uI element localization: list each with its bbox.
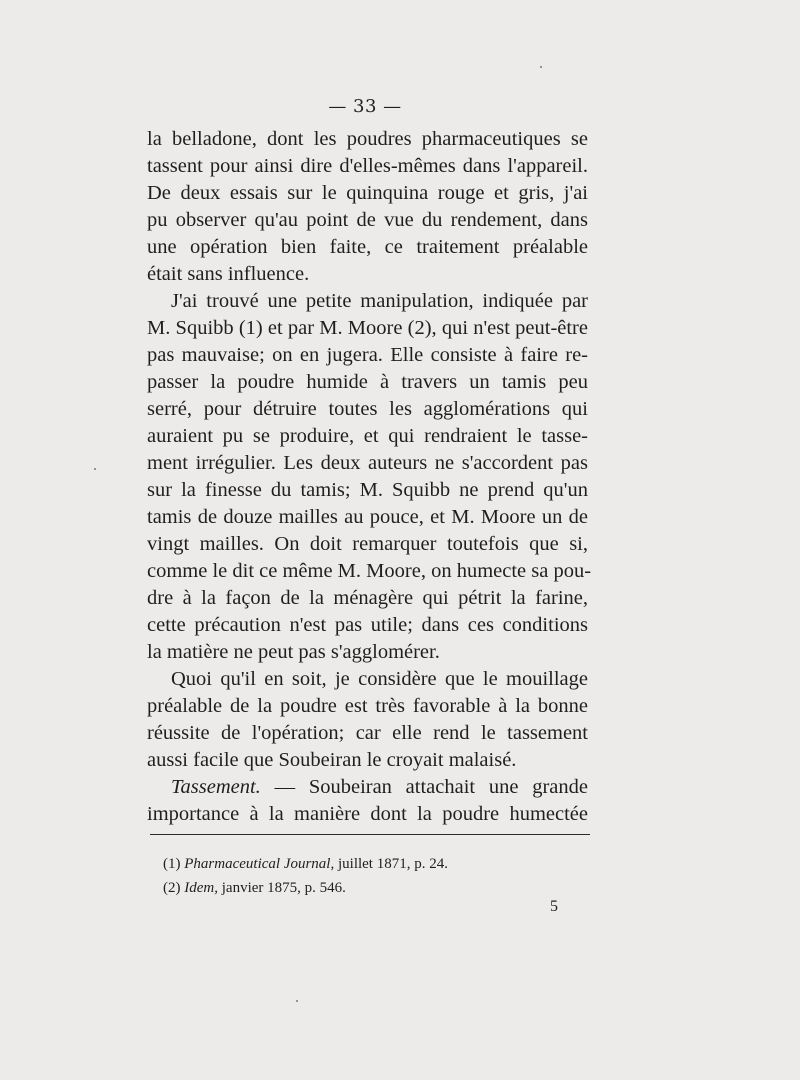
text-line: J'ai trouvé une petite manipulation, indiquée par [171, 290, 588, 312]
footnotes [163, 852, 593, 900]
text-line: De deux essais sur le quinquina rouge et gris, j'ai [147, 182, 588, 204]
page-number: — 33 — [328, 96, 402, 117]
text-line: la belladone, dont les poudres pharmaceutiques se [147, 128, 588, 150]
footnote [163, 852, 593, 876]
text-line: passer la poudre humide à travers un tamis peu [147, 371, 588, 393]
text-line: pu observer qu'au point de vue du rendement, dans [147, 209, 588, 231]
text-line: cette précaution n'est pas utile; dans ces conditions [147, 614, 588, 636]
text-span: — Soubeiran attachait une grande [260, 776, 588, 798]
footnote-marker: (2) [163, 880, 181, 896]
text-line: tamis de douze mailles au pouce, et M. Moore un de [147, 506, 588, 528]
text-line: était sans influence. [147, 263, 310, 285]
text-line: aussi facile que Soubeiran le croyait malaisé. [147, 749, 517, 771]
signature-mark: 5 [550, 898, 558, 915]
section-heading: Tassement. [171, 776, 261, 798]
text-line: une opération bien faite, ce traitement préalable [147, 236, 588, 258]
text-line: dre à la façon de la ménagère qui pétrit la farine, [147, 587, 588, 609]
text-line: préalable de la poudre est très favorable à la bonne [147, 695, 588, 717]
body-text [147, 126, 592, 828]
footnote-title: Pharmaceutical Journal, [184, 856, 335, 872]
text-line: pas mauvaise; on en jugera. Elle consiste à faire re- [147, 344, 588, 366]
paper-speck [540, 66, 542, 68]
paper-speck [296, 1000, 298, 1002]
footnote-rule [150, 834, 590, 835]
text-line: vingt mailles. On doit remarquer toutefois que si, [147, 533, 588, 555]
text-line: la matière ne peut pas s'agglomérer. [147, 641, 440, 663]
text-line: ment irrégulier. Les deux auteurs ne s'accordent pas [147, 452, 588, 474]
text-line [147, 774, 588, 801]
text-line: réussite de l'opération; car elle rend le tassement [147, 722, 588, 744]
footnote-title: Idem, [184, 880, 218, 896]
text-line: Quoi qu'il en soit, je considère que le mouillage [171, 668, 588, 690]
text-line: serré, pour détruire toutes les agglomérations qui [147, 398, 588, 420]
text-line: tassent pour ainsi dire d'elles-mêmes dans l'appareil. [147, 155, 588, 177]
text-line: auraient pu se produire, et qui rendraient le tasse- [147, 425, 588, 447]
text-line: importance à la manière dont la poudre humectée [147, 803, 588, 825]
footnote [163, 876, 593, 900]
footnote-text: juillet 1871, p. 24. [337, 856, 448, 872]
text-line: M. Squibb (1) et par M. Moore (2), qui n'est peut-être [147, 317, 588, 339]
text-line: sur la finesse du tamis; M. Squibb ne prend qu'un [147, 479, 588, 501]
footnote-marker: (1) [163, 856, 181, 872]
footnote-text: janvier 1875, p. 546. [221, 880, 346, 896]
paper-speck [94, 468, 96, 470]
text-line: comme le dit ce même M. Moore, on humecte sa pou- [147, 560, 592, 582]
